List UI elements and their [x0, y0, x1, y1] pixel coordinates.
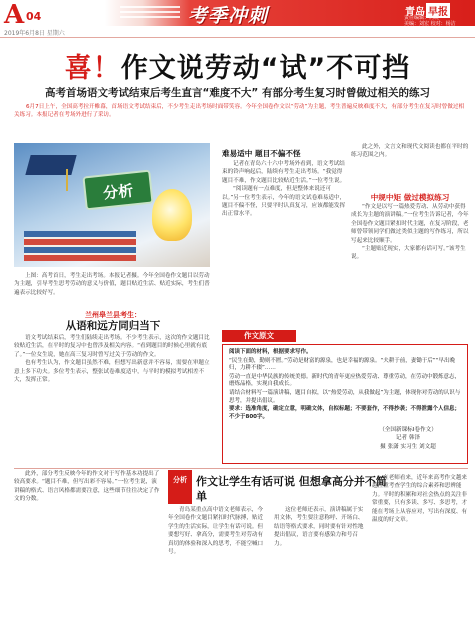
paragraph: 此之外，文言文和现代文阅读也都在平时的练习范围之内。: [351, 144, 469, 159]
section-b-body: [351, 203, 469, 262]
issue-date: 2019年6月8日 星期六: [4, 30, 65, 37]
story-kicker: 兰州皋兰县考生：: [85, 311, 141, 319]
section-b-heading: 中规中矩 做过模拟练习: [370, 193, 450, 202]
story-headline: 从语和远方同归当下: [65, 320, 161, 332]
passage-paragraph: 请结合材料写一篇演讲稿，题目自拟，以“热爱劳动，从我做起”为主题，体现你对劳动的认识与思考，并提出倡议。: [229, 389, 461, 404]
page-number: 04: [26, 10, 42, 23]
graduation-cap-icon: [25, 155, 76, 175]
header-decor-lines: [120, 6, 180, 20]
story-body: [14, 334, 212, 384]
bottom-left-column: [14, 470, 162, 504]
editor-info-line: 美编：刘宏 校对：杨洁: [404, 21, 456, 27]
main-headline: [0, 46, 475, 85]
paragraph: 记者在青岛六十六中考场外看到，语文考试结束的铃声响起后，陆续有考生走出考场。“我觉得题目不难，作文题目比较贴近生活。”一位考生说。: [222, 161, 346, 184]
bottom-column-3: [372, 474, 468, 524]
sub-headline: 高考首场语文考试结束后考生直言“难度不大” 有部分考生复习时曾做过相关的练习: [45, 87, 430, 99]
analysis-label: 分析: [168, 470, 192, 504]
analysis-badge: 分析: [82, 170, 153, 211]
passage-quote: “民生在勤，勤则不匮。”劳动是财富的源泉，也是幸福的源泉。“夫耕于前，妻锄于后”“早出晚归，力耕不辍”……: [229, 357, 455, 372]
feature-illustration: [14, 143, 210, 267]
bottom-column-1: [168, 506, 268, 556]
paragraph: 在老师看来，近年来高考作文越来越注重考查学生的综合素养和思辨能力。平时的积累和对社会热点的关注非常重要，只有多读、多写、多思考，才能在考场上从容应对，写出有深度、有温度的好文章。: [372, 475, 468, 524]
paragraph: 上图：高考首日，考生走出考场。本报记者摄。今年全国卷作文题目以劳动为主题，引导考生思考劳动的意义与价值，题目贴近生活、贴近实际，考生们普遍表示比较好写。: [14, 273, 210, 296]
light-bulb-icon: [152, 189, 192, 241]
section-divider: [14, 468, 468, 469]
paragraph: 青岛某重点高中语文老师表示，今年全国卷作文题目紧扣时代脉搏，贴近学生的生活实际，让学生有话可说。但要想写好、拿高分，需要考生对劳动有真切的体验和深入的思考，不能空喊口号。: [168, 507, 264, 556]
reference-line: （全国新课标Ⅰ卷作文）: [379, 427, 437, 433]
section-b-intro: [351, 143, 469, 160]
paragraph: 此外，部分考生反映今年的作文对于写作基本功提出了较高要求。“题目不难，但写出彩不容易。”一位考生说，演讲稿的格式、语言风格都需要注意，这些细节往往决定了作文的分数。: [14, 471, 160, 503]
section-title: 考季冲刺: [188, 5, 269, 27]
paragraph: “作文是以写一篇热爱劳动、从劳动中获得成长为主题的演讲稿。”一位考生告诉记者，今年全国卷作文题目紧扣时代主题，在复习阶段，老师曾带领同学们做过类似主题的写作练习，所以写起来比较顺手。: [351, 204, 469, 244]
reference-line: 记者 韩泽: [395, 435, 421, 442]
exam-passage-tab: 作文原文: [222, 330, 296, 342]
reference-line: 摄 张潇 实习生 刘文超: [380, 443, 436, 450]
editor-info-line: 责任编辑：何晓: [404, 15, 440, 21]
paragraph: 这位老师还表示，演讲稿属于实用文体，考生要注意称呼、开场白、结语等格式要求，同时要有针对性地提出倡议，语言要有感染力和号召力。: [274, 507, 364, 547]
section-letter: A: [4, 0, 25, 30]
paragraph: “阅读题有一点难度，但是整体来说还可以。”另一位考生表示，今年的语文试卷难易适中，题目不偏不怪，只要平时认真复习，应该都能发挥出正常水平。: [222, 186, 346, 218]
passage-paragraph: 劳动一直是中华民族的传统美德。新时代的青年更应热爱劳动、尊重劳动，在劳动中锻炼意志，磨炼品格，实现自我成长。: [229, 373, 461, 388]
book-stack-icon: [24, 231, 136, 261]
lead-paragraph: 6月7日上午，全国高考拉开帷幕，首场语文考试结束后，不少考生走出考场时面带笑容。今年全国卷作文以“劳动”为主题，考生普遍反映难度不大，有部分考生在复习时曾做过相关练习。本报记者在考场外进行了采访。: [14, 104, 465, 119]
tassel-icon: [66, 169, 68, 191]
passage-requirements: 要求：选准角度，确定立意，明确文体，自拟标题；不要套作，不得抄袭；不得泄露个人信息；不少于800字。: [229, 406, 461, 420]
bottom-headline: 作文让学生有话可说 但想拿高分并不简单: [196, 475, 387, 503]
photo-caption-text: [14, 272, 212, 297]
passage-reference: [350, 426, 466, 451]
passage-intro: 阅读下面的材料，根据要求写作。: [229, 349, 312, 355]
section-a-heading: 难易适中 题目不偏不怪: [222, 149, 301, 158]
headline-main: 作文说劳动“试”不可挡: [120, 53, 411, 84]
section-a-body: [222, 160, 346, 219]
headline-exclaim: 喜！: [64, 53, 121, 84]
logo-box: 早报: [426, 3, 450, 18]
editor-info: [404, 15, 472, 27]
paragraph: “主题贴近现实，大家都有话可写。”该考生说。: [351, 246, 466, 261]
bottom-column-2: [274, 506, 366, 548]
paragraph: 语文考试结束后，考生们陆续走出考场。不少考生表示，这次的作文题目比较贴近生活，在平时的复习中也曾涉及相关内容。“看到题目的时候心里就有底了。”一位女生说，她在高三复习时曾写过关于劳动的作文。: [14, 335, 210, 358]
paragraph: 也有考生认为，作文题目虽然不难，但想写出新意并不容易，需要在审题立意上多下功夫。多位考生表示，整张试卷难度适中，与平时的模拟考试相差不大，发挥正常。: [14, 360, 210, 384]
logo-text: 青岛: [405, 7, 425, 18]
page-header: [0, 0, 475, 38]
